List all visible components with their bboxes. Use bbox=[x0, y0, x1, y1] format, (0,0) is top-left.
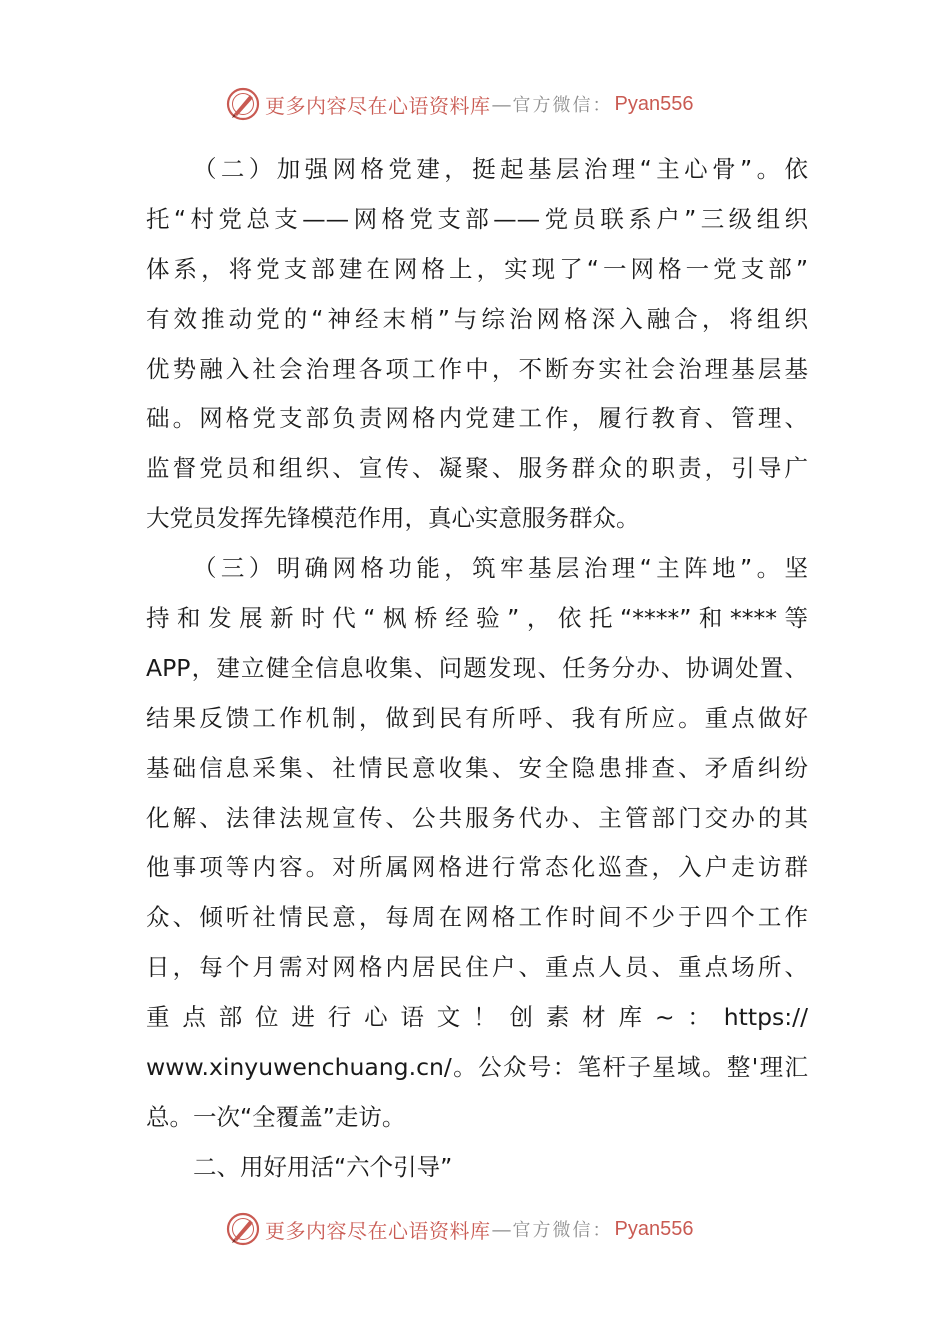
banner-official-label: 官方微信： bbox=[512, 95, 613, 116]
text-line: （三）明确网格功能，筑牢基层治理“主阵地”。坚 bbox=[193, 554, 808, 583]
text-line: 础。网格党支部负责网格内党建工作，履行教育、管理、 bbox=[146, 404, 808, 433]
text-line: 优势融入社会治理各项工作中，不断夯实社会治理基层基 bbox=[146, 354, 808, 383]
text-line: 化解、法律法规宣传、公共服务代办、主管部门交办的其 bbox=[146, 803, 808, 832]
banner-separator: — bbox=[491, 1217, 512, 1241]
text-line: www.xinyuwenchuang.cn/。公众号：笔杆子星域。整'理汇 bbox=[146, 1053, 808, 1082]
text-line: （二）加强网格党建，挺起基层治理“主心骨”。依 bbox=[193, 155, 808, 183]
text-line: 基础信息采集、社情民意收集、安全隐患排查、矛盾纠纷 bbox=[146, 753, 808, 782]
text-line: 有效推动党的“神经末梢”与综治网格深入融合，将组织 bbox=[146, 304, 808, 333]
pen-logo-icon bbox=[225, 86, 261, 122]
banner-title: 更多内容尽在心语资料库 bbox=[265, 1218, 491, 1243]
text-line: 日，每个月需对网格内居民住户、重点人员、重点场所、 bbox=[146, 953, 808, 982]
document-body bbox=[146, 145, 808, 1193]
text-line: 大党员发挥先锋模范作用，真心实意服务群众。 bbox=[146, 504, 640, 533]
text-line: 总。一次“全覆盖”走访。 bbox=[146, 1102, 406, 1131]
header-watermark bbox=[225, 82, 693, 126]
text-line: 结果反馈工作机制，做到民有所呼、我有所应。重点做好 bbox=[146, 703, 808, 732]
text-line: 监督党员和组织、宣传、凝聚、服务群众的职责，引导广 bbox=[146, 454, 808, 483]
footer-watermark bbox=[225, 1207, 693, 1251]
pen-logo-icon bbox=[225, 1211, 261, 1247]
banner-official-label: 官方微信： bbox=[512, 1220, 613, 1241]
text-line: 托“村党总支——网格党支部——党员联系户”三级组织 bbox=[146, 204, 808, 233]
text-line: APP，建立健全信息收集、问题发现、任务分办、协调处置、 bbox=[146, 653, 808, 682]
text-line: 众、倾听社情民意，每周在网格工作时间不少于四个工作 bbox=[146, 903, 808, 932]
banner-wechat-id: Pyan556 bbox=[614, 92, 694, 115]
banner-wechat-id: Pyan556 bbox=[614, 1217, 694, 1240]
text-line: 体系，将党支部建在网格上，实现了“一网格一党支部” bbox=[146, 254, 808, 283]
text-line: 持和发展新时代“枫桥经验”，依托“****”和****等 bbox=[146, 604, 808, 633]
section-heading: 二、用好用活“六个引导” bbox=[193, 1152, 453, 1181]
text-line: 他事项等内容。对所属网格进行常态化巡查，入户走访群 bbox=[146, 853, 808, 882]
banner-title: 更多内容尽在心语资料库 bbox=[265, 93, 491, 118]
text-line: 重点部位进行心语文！创素材库~：https:// bbox=[146, 1003, 808, 1032]
banner-separator: — bbox=[491, 92, 512, 116]
